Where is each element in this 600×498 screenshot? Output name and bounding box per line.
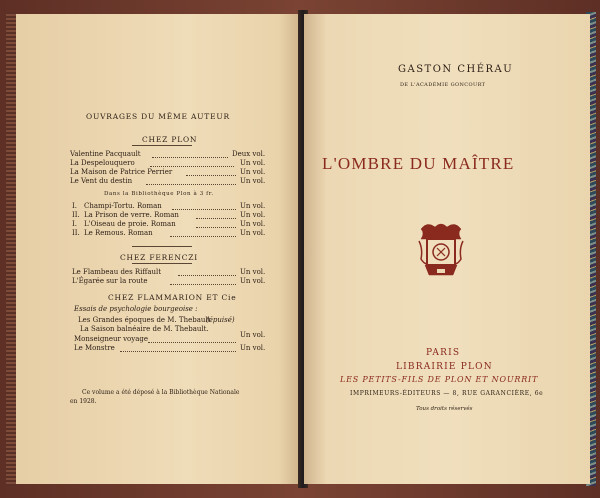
others-heading: OUVRAGES DU MÊME AUTEUR [86,112,230,121]
plon-printer-mark-icon [417,219,465,279]
leader-dots [170,284,236,285]
volume-count: Un vol. [240,229,266,237]
leader-dots [150,166,234,167]
list-item: La Despelouquero [70,159,135,167]
list-item: L'Oiseau de proie. Roman [84,220,176,228]
leader-dots [178,275,236,276]
volume-count: Un vol. [240,177,266,185]
divider [132,246,192,247]
volume-count: Un vol. [240,220,266,228]
section-flammarion: CHEZ FLAMMARION ET Cie [108,293,237,302]
volume-count: Un vol. [240,331,266,339]
volume-count: Un vol. [240,344,266,352]
cover-edge [6,12,16,486]
leader-dots [170,236,236,237]
volume-count: Un vol. [240,268,266,276]
volume-count: Deux vol. [232,150,266,158]
leader-dots [172,209,236,210]
section-bibliotheque: Dans la Bibliothèque Plon à 3 fr. [104,191,214,197]
author-affiliation: DE L'ACADÉMIE GONCOURT [400,82,486,88]
list-item: Le Flambeau des Riffault [72,268,162,276]
deposit-note-year: en 1928. [70,398,97,405]
leader-dots [186,175,236,176]
volume-count: Un vol. [240,159,266,167]
section-subtitle: Essais de psychologie bourgeoise : [74,305,198,313]
volume-count: Un vol. [240,168,266,176]
divider [132,263,192,264]
right-page [304,14,590,484]
leader-dots [120,351,236,352]
book-title: L'OMBRE DU MAÎTRE [322,154,515,173]
list-item: La Prison de verre. Roman [84,211,179,219]
list-item-prefix: II. [72,211,80,219]
list-item: Valentine Pacquault [70,150,141,158]
list-item-prefix: I. [72,202,77,210]
leader-dots [148,342,236,343]
list-item: Le Remous. Roman [84,229,153,237]
author-name: GASTON CHÉRAU [398,64,514,75]
section-ferenczi: CHEZ FERENCZI [120,253,199,262]
volume-count: Un vol. [240,277,266,285]
volume-count: Un vol. [240,202,266,210]
publisher-address: IMPRIMEURS-ÉDITEURS — 8, RUE GARANCIÈRE, 6e [350,390,544,397]
publisher-name: LIBRAIRIE PLON [396,362,493,372]
left-page [16,14,302,484]
out-of-print-note: (épuisé) [206,316,235,324]
publication-city: PARIS [426,348,461,358]
volume-count: Un vol. [240,211,266,219]
section-plon: CHEZ PLON [142,135,198,144]
leader-dots [152,157,228,158]
publisher-subtitle: LES PETITS-FILS DE PLON ET NOURRIT [340,375,539,384]
list-item: Les Grandes époques de M. Thebault [78,316,211,324]
leader-dots [196,227,236,228]
divider [132,145,192,146]
leader-dots [146,184,236,185]
list-item: Le Monstre [74,344,115,352]
list-item: La Maison de Patrice Perrier [70,168,173,176]
list-item: La Saison balnéaire de M. Thebault. [80,325,209,333]
deposit-note: Ce volume a été déposé à la Bibliothèque Nationale [82,389,240,396]
list-item: Monseigneur voyage [74,335,148,343]
list-item: Champi-Tortu. Roman [84,202,162,210]
list-item: L'Égarée sur la route [72,277,148,285]
list-item: Le Vent du destin [70,177,133,185]
list-item-prefix: II. [72,229,80,237]
rights-notice: Tous droits réservés [416,406,473,412]
list-item-prefix: I. [72,220,77,228]
leader-dots [196,218,236,219]
